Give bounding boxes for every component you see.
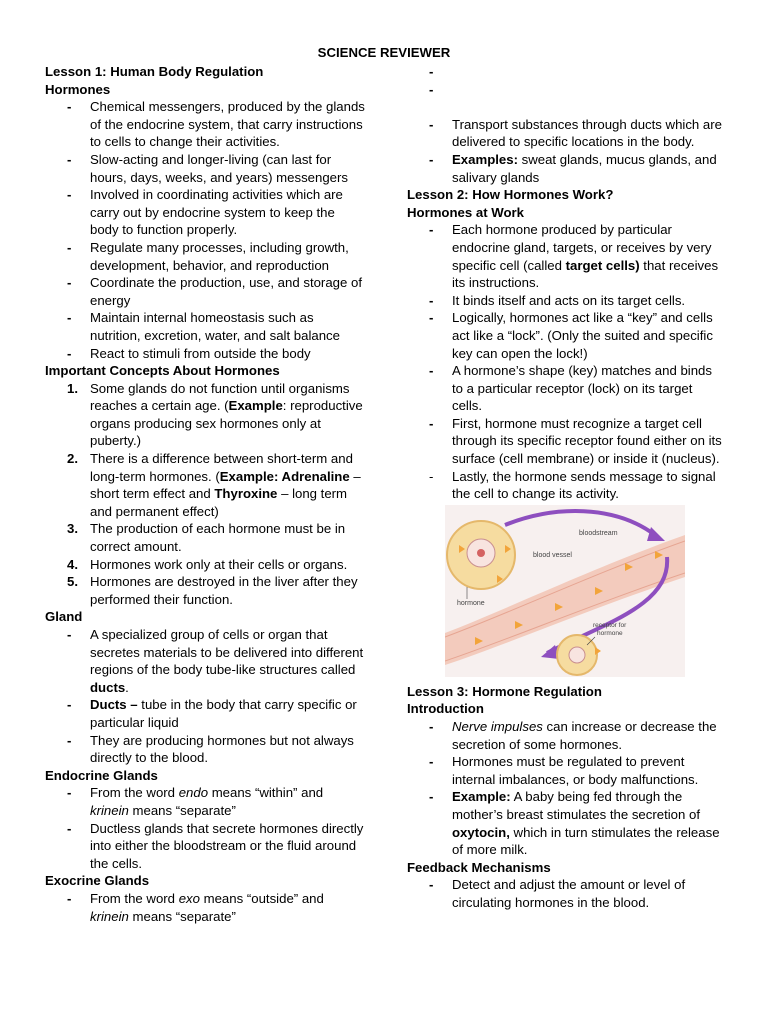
concepts-heading: Important Concepts About Hormones <box>45 363 280 379</box>
list-item: 1. Some glands do not function until organisms reaches a certain age. (Example: reproductive organs producing sex hormones only at puberty.) <box>67 380 363 449</box>
endocrine-list <box>45 784 365 872</box>
empty-bullet: - <box>429 64 434 79</box>
hormones-heading: Hormones <box>45 81 111 97</box>
list-item: - React to stimuli from outside the body <box>67 345 311 361</box>
hormones-list <box>45 98 365 362</box>
hormones-at-work-heading: Hormones at Work <box>407 204 525 220</box>
list-item: - First, hormone must recognize a target cell through its specific receptor found either on its surface (cell membrane) or inside it (nucleus). <box>429 415 722 467</box>
list-item: - Lastly, the hormone sends message to signal the cell to change its activity. <box>429 468 716 502</box>
introduction-heading: Introduction <box>407 701 484 717</box>
page-title: SCIENCE REVIEWER <box>317 45 451 60</box>
gland-heading: Gland <box>45 609 83 625</box>
list-item: - Ductless glands that secrete hormones directly into either the bloodstream or the fluid around the cells. <box>67 820 364 871</box>
gland-nucleolus <box>477 549 485 557</box>
hormone-diagram-svg <box>445 505 685 677</box>
list-item: - Slow-acting and longer-living (can last for hours, days, weeks, and years) messengers <box>67 151 349 185</box>
list-item: - Examples: sweat glands, mucus glands, and salivary glands <box>429 151 717 185</box>
endocrine-heading: Endocrine Glands <box>45 767 158 783</box>
list-item: - Involved in coordinating activities which are carry out by endocrine system to keep the body to function properly. <box>67 187 343 238</box>
target-nucleus <box>569 647 585 663</box>
list-item: - Hormones must be regulated to prevent internal imbalances, or body malfunctions. <box>429 754 699 787</box>
list-item: 4. Hormones work only at their cells or organs. <box>67 556 348 572</box>
list-item: - Chemical messengers, produced by the glands of the endocrine system, that carry instructions to cells to change their activities. <box>67 99 365 150</box>
list-item: 2. There is a difference between short-term and long-term hormones. (Example: Adrenaline – short term effect and Thyroxine – long term and permanent effect) <box>67 451 361 519</box>
list-item: - From the word endo means “within” and krinein means “separate” <box>67 785 324 818</box>
list-item: 5. Hormones are destroyed in the liver after they performed their function. <box>67 574 358 607</box>
list-item: - Example: A baby being fed through the mother’s breast stimulates the secretion of oxytocin, which in turn stimulates the release of more milk. <box>429 789 720 858</box>
list-item: - Detect and adjust the amount or level of circulating hormones in the blood. <box>429 877 686 910</box>
spacer <box>407 98 725 116</box>
list-item: - A specialized group of cells or organ that secretes materials to be delivered into different regions of the body tube-like structures called ducts. <box>67 627 364 695</box>
list-item: - A hormone’s shape (key) matches and binds to a particular receptor (lock) on its target cells. <box>429 363 712 414</box>
lesson-2-heading: Lesson 2: How Hormones Work? <box>407 187 614 203</box>
list-item: - Regulate many processes, including growth, development, behavior, and reproduction <box>67 239 349 273</box>
list-item: - Each hormone produced by particular endocrine gland, targets, or receives by very specific cell (called target cells) that receives its instructions. <box>429 222 719 291</box>
list-item: - Logically, hormones act like a “key” and cells act like a “lock”. (Only the suited and specific key can open the lock!) <box>429 310 713 361</box>
left-column <box>45 63 365 925</box>
list-item: - They are producing hormones but not always directly to the blood. <box>67 732 354 766</box>
gland-list <box>45 626 365 767</box>
list-item: - From the word exo means “outside” and krinein means “separate” <box>67 890 324 924</box>
lesson-1-heading: Lesson 1: Human Body Regulation <box>45 64 264 79</box>
receptor-label-line1: receptor for <box>593 621 627 629</box>
list-item: - Coordinate the production, use, and storage of energy <box>67 275 362 308</box>
empty-bullet: - <box>429 81 434 97</box>
work-list <box>407 221 725 503</box>
receptor-label-line2: hormone <box>597 629 623 637</box>
feedback-heading: Feedback Mechanisms <box>407 859 551 875</box>
lesson-3-heading: Lesson 3: Hormone Regulation <box>407 683 602 699</box>
exocrine-list-continued <box>407 116 725 186</box>
exocrine-list <box>45 890 365 925</box>
list-item: 3. The production of each hormone must be in correct amount. <box>67 521 346 555</box>
concepts-list <box>45 380 365 609</box>
blood-vessel-label: blood vessel <box>533 551 572 559</box>
feedback-list <box>407 876 725 911</box>
list-item: - It binds itself and acts on its target cells. <box>429 292 686 308</box>
right-column <box>407 63 725 912</box>
list-item: - Nerve impulses can increase or decrease the secretion of some hormones. <box>429 719 717 752</box>
hormone-label: hormone <box>457 599 485 607</box>
list-item: - Maintain internal homeostasis such as nutrition, excretion, water, and salt balance <box>67 310 340 343</box>
bloodstream-label: bloodstream <box>579 529 618 537</box>
list-item: - Transport substances through ducts which are delivered to specific locations in the body. <box>429 116 722 150</box>
exocrine-heading: Exocrine Glands <box>45 873 150 889</box>
list-item: - Ducts – tube in the body that carry specific or particular liquid <box>67 697 357 730</box>
intro-list <box>407 718 725 859</box>
hormone-diagram <box>445 505 685 677</box>
